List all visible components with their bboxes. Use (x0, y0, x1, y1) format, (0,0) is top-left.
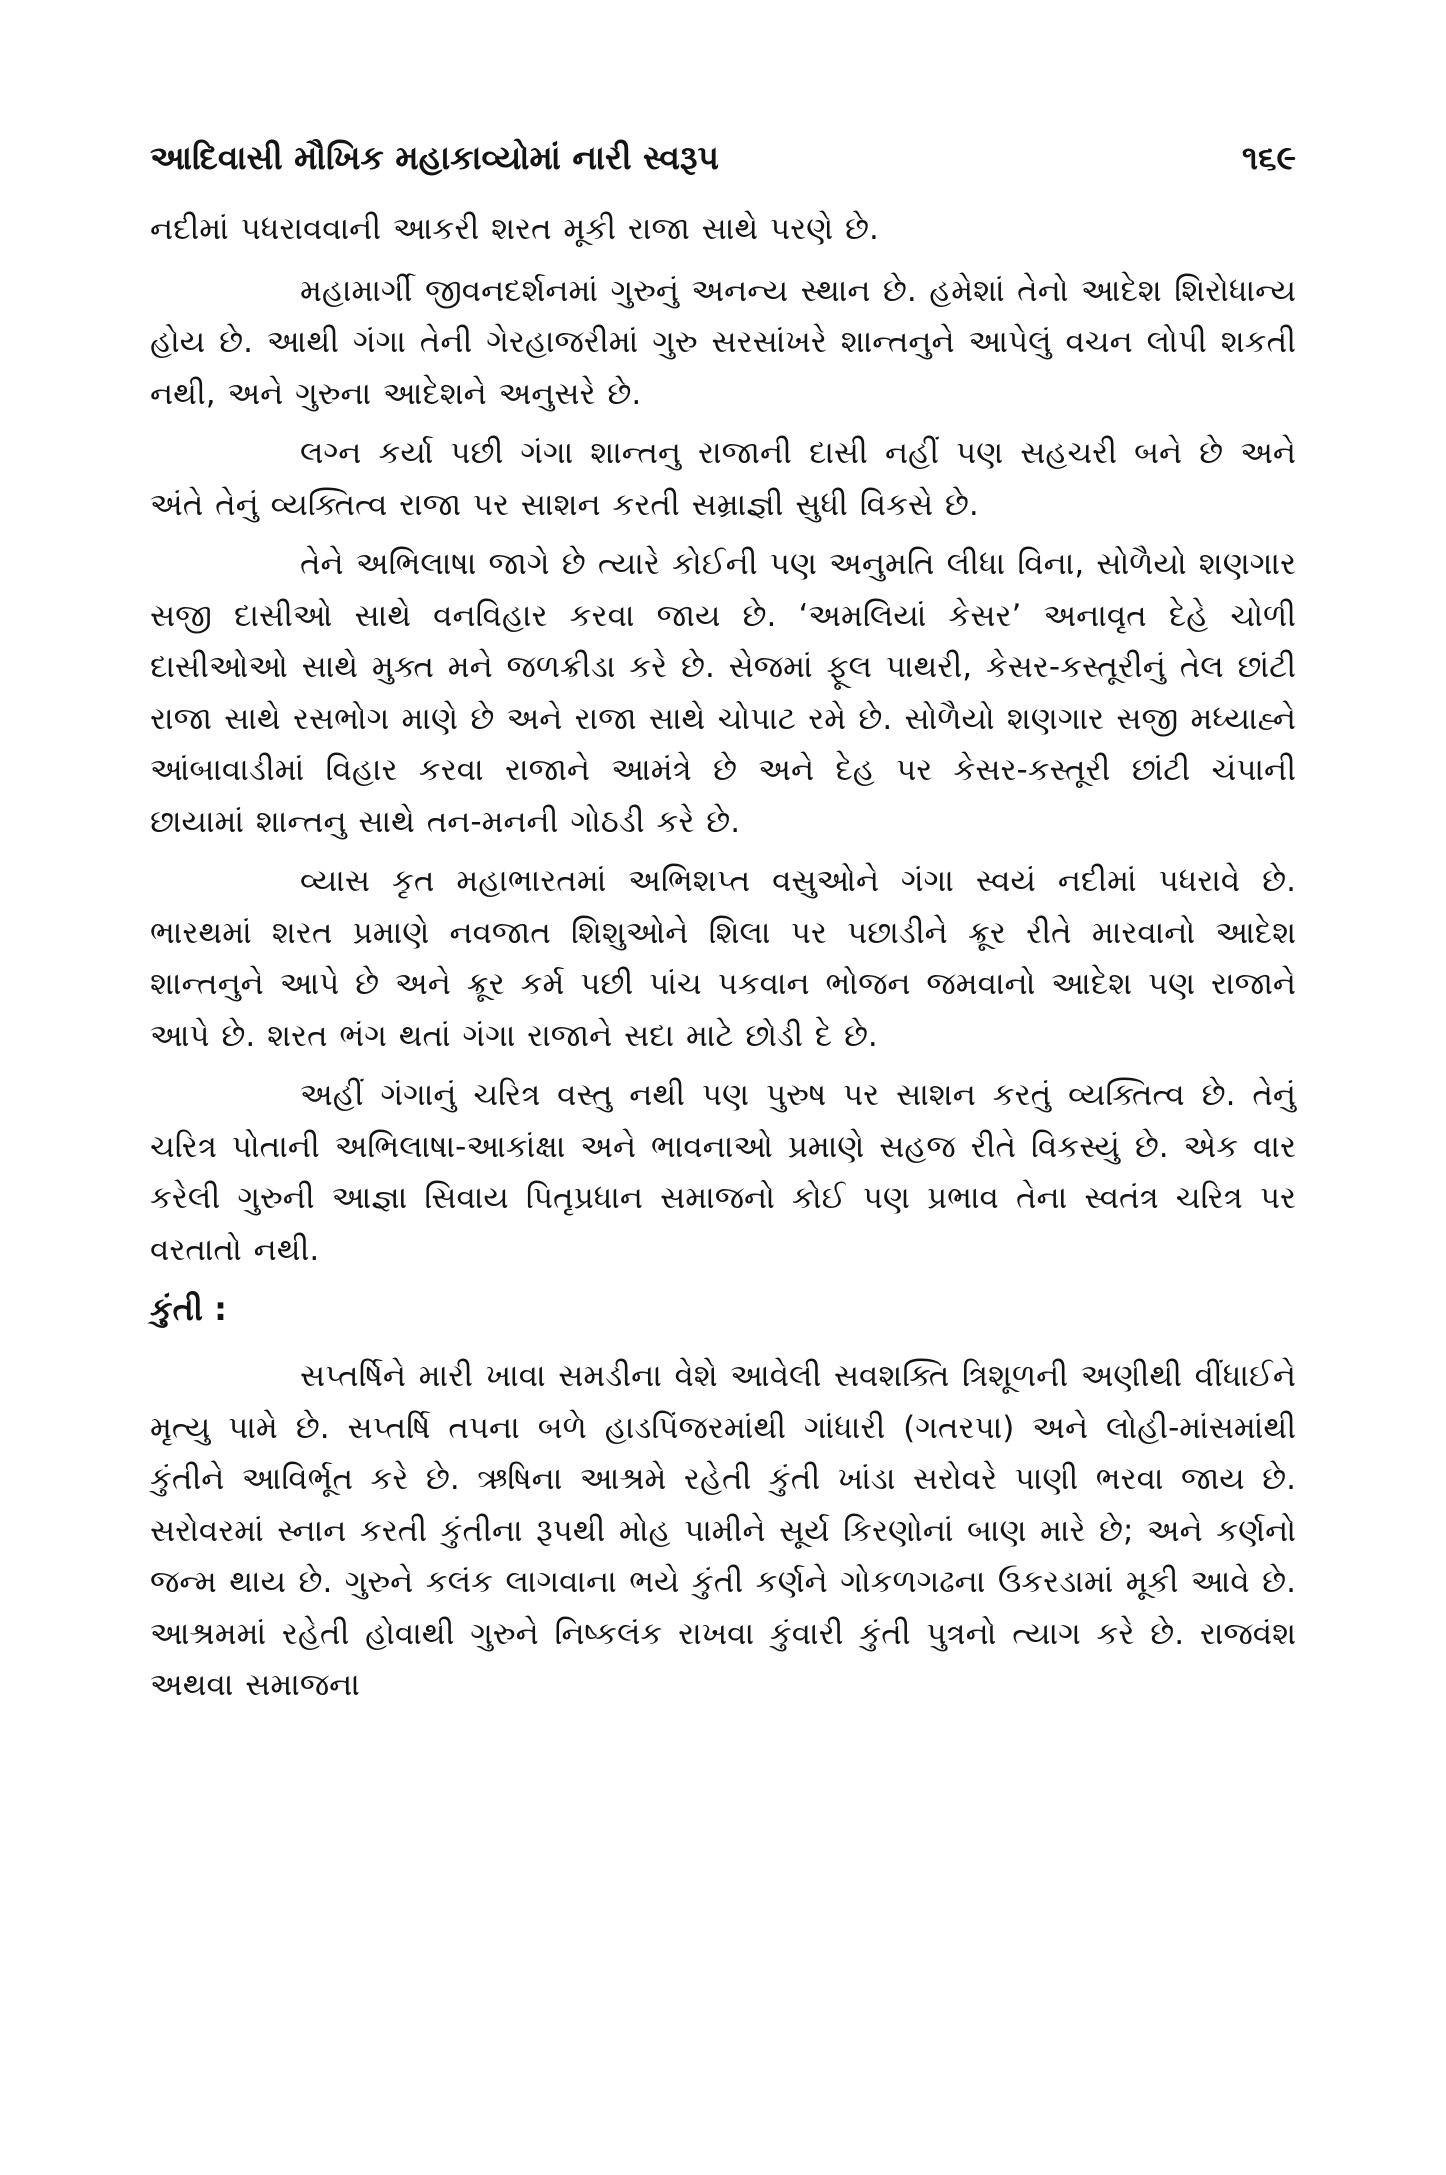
section-heading-kunti: કુંતી : (150, 1290, 227, 1328)
paragraph-ganga-desire: તેને અભિલાષા જાગે છે ત્યારે કોઈની પણ અનુમતિ લીધા વિના, સોળૈયો શણગાર સજી દાસીઓ સાથે વનવિહાર કરવા જાય છે. ‘અમલિયાં કેસર’ અનાવૃત દેહે ચોળી દાસીઓઓ સાથે મુક્ત મને જળક્રીડા કરે છે. સેજમાં ફૂલ પાથરી, કેસર-કસ્તૂરીનું તેલ છાંટી રાજા સાથે રસભોગ માણે છે અને રાજા સાથે ચોપાટ રમે છે. સોળૈયો શણગાર સજી મધ્યાહ્ને આંબાવાડીમાં વિહાર કરવા રાજાને આમંત્રે છે અને દેહ પર કેસર-કસ્તૂરી છાંટી ચંપાની છાયામાં શાન્તનુ સાથે તન-મનની ગોઠડી કરે છે. (150, 546, 1296, 840)
paragraph-continuation: નદીમાં પધરાવવાની આકરી શરત મૂકી રાજા સાથે પરણે છે. (150, 211, 879, 247)
paragraph-vyasa-mahabharata: વ્યાસ કૃત મહાભારતમાં અભિશપ્ત વસુઓને ગંગા સ્વયં નદીમાં પધરાવે છે. ભારથમાં શરત પ્રમાણે નવજાત શિશુઓને શિલા પર પછાડીને ક્રૂર રીતે મારવાનો આદેશ શાન્તનુને આપે છે અને ક્રૂર કર્મ પછી પાંચ પકવાન ભોજન જમવાનો આદેશ પણ રાજાને આપે છે. શરત ભંગ થતાં ગંગા રાજાને સદા માટે છોડી દે છે. (150, 863, 1296, 1054)
page-number: ૧૬૯ (1241, 138, 1296, 177)
paragraph-kunti-origin: સપ્તર્ષિને મારી ખાવા સમડીના વેશે આવેલી સવશક્તિ ત્રિશૂળની અણીથી વીંધાઈને મૃત્યુ પામે છે. સપ્તર્ષિ તપના બળે હાડપિંજરમાંથી ગાંધારી (ગતરપા) અને લોહી-માંસમાંથી કુંતીને આવિર્ભૂત કરે છે. ઋષિના આશ્રમે રહેતી કુંતી ખાંડા સરોવરે પાણી ભરવા જાય છે. સરોવરમાં સ્નાન કરતી કુંતીના રૂપથી મોહ પામીને સૂર્ય કિરણોનાં બાણ મારે છે; અને કર્ણનો જન્મ થાય છે. ગુરુને કલંક લાગવાના ભયે કુંતી કર્ણને ગોકળગઢના ઉકરડામાં મૂકી આવે છે. આશ્રમમાં રહેતી હોવાથી ગુરુને નિષ્કલંક રાખવા કુંવારી કુંતી પુત્રનો ત્યાગ કરે છે. રાજવંશ અથવા સમાજના (150, 1358, 1296, 1703)
running-head (150, 138, 1296, 178)
paragraph-ganga-marriage: લગ્ન કર્યા પછી ગંગા શાન્તનુ રાજાની દાસી નહીં પણ સહચરી બને છે અને અંતે તેનું વ્યક્તિત્વ રાજા પર સાશન કરતી સમ્રાજ્ઞી સુધી વિકસે છે. (150, 435, 1296, 523)
paragraph-guru-importance: મહામાર્ગી જીવનદર્શનમાં ગુરુનું અનન્ય સ્થાન છે. હમેશાં તેનો આદેશ શિરોધાન્ય હોય છે. આથી ગંગા તેની ગેરહાજરીમાં ગુરુ સરસાંખરે શાન્તનુને આપેલું વચન લોપી શકતી નથી, અને ગુરુના આદેશને અનુસરે છે. (150, 272, 1296, 412)
paragraph-ganga-character: અહીં ગંગાનું ચરિત્ર વસ્તુ નથી પણ પુરુષ પર સાશન કરતું વ્યક્તિત્વ છે. તેનું ચરિત્ર પોતાની અભિલાષા-આકાંક્ષા અને ભાવનાઓ પ્રમાણે સહજ રીતે વિકસ્યું છે. એક વાર કરેલી ગુરુની આજ્ઞા સિવાય પિતૃપ્રધાન સમાજનો કોઈ પણ પ્રભાવ તેના સ્વતંત્ર ચરિત્ર પર વરતાતો નથી. (150, 1077, 1296, 1268)
running-head-title: આદિવાસી મૌખિક મહાકાવ્યોમાં નારી સ્વરૂપ (150, 138, 719, 177)
